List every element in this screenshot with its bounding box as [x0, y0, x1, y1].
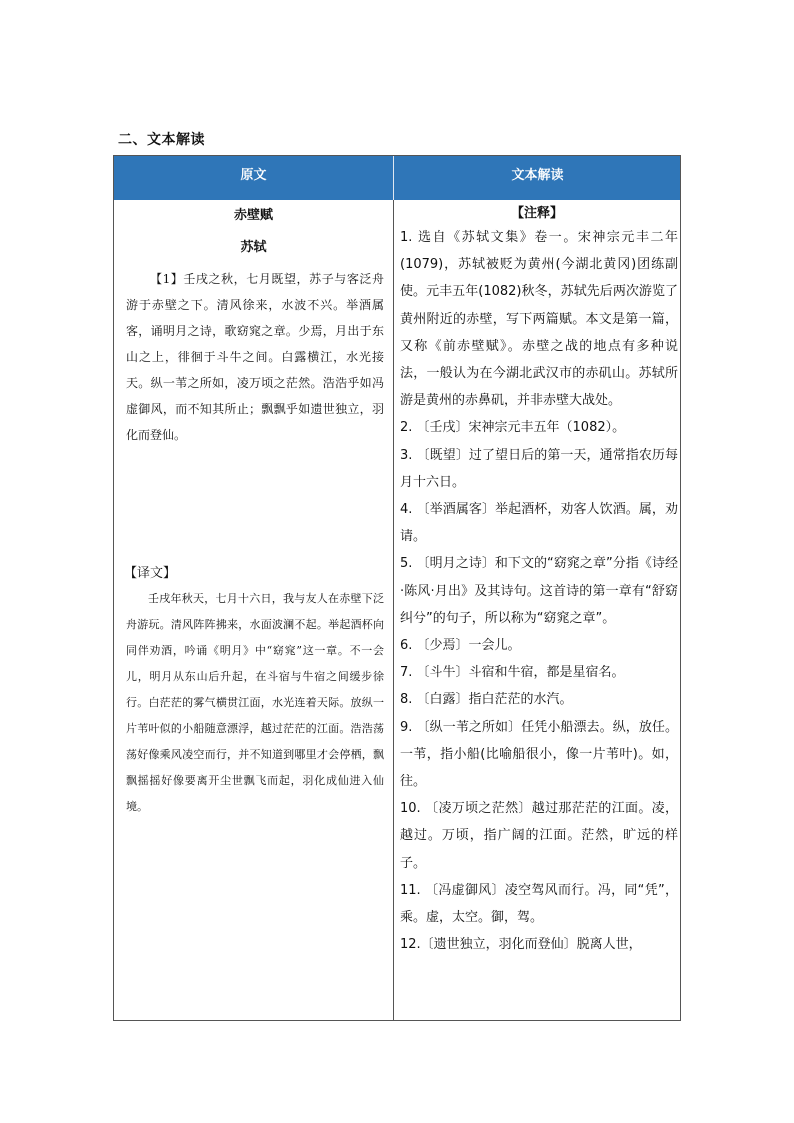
note-item: 8. 〔白露〕指白茫茫的水汽。 [400, 692, 573, 708]
column-divider [393, 200, 394, 1021]
note-item: 5. 〔明月之诗〕和下文的“窈窕之章”分指《诗经·陈风·月出》及其诗句。这首诗的第一章有“舒窈纠兮”的句子，所以称为“窈窕之章”。 [400, 556, 678, 626]
translation-label: 【译文】 [124, 566, 177, 581]
note-item: 7. 〔斗牛〕斗宿和牛宿，都是星宿名。 [400, 665, 625, 681]
header-analysis: 文本解读 [511, 168, 564, 183]
section-heading: 二、文本解读 [118, 132, 205, 148]
poem-title: 赤壁赋 [233, 208, 273, 223]
note-item: 1. 选自《苏轼文集》卷一。宋神宗元丰二年(1079)，苏轼被贬为黄州(今湖北黄冈)团练副使。元丰五年(1082)秋冬，苏轼先后两次游览了黄州附近的赤壁，写下两篇赋。本文是第一篇，又称《前赤壁赋》。赤壁之战的地点有多种说法，一般认为在今湖北武汉市的赤矶山。苏轼所游是黄州的赤鼻矶，并非赤壁大战处。 [400, 230, 678, 409]
note-item: 11. 〔冯虚御风〕凌空驾风而行。冯，同“凭”，乘。虚，太空。御，驾。 [400, 882, 678, 926]
note-item: 9. 〔纵一苇之所如〕任凭小船漂去。纵，放任。一苇，指小船(比喻船很小，像一片苇叶)。如，往。 [400, 719, 678, 790]
note-item: 3. 〔既望〕过了望日后的第一天，通常指农历每月十六日。 [400, 447, 678, 490]
note-item: 6. 〔少焉〕一会儿。 [400, 638, 521, 654]
text-analysis-table [113, 155, 681, 1021]
translation-text: 壬戌年秋天，七月十六日，我与友人在赤壁下泛舟游玩。清风阵阵拂来，水面波澜不起。举起酒杯向同伴劝酒，吟诵《明月》中“窈窕”这一章。不一会儿，明月从东山后升起，在斗宿与牛宿之间缓步徐行。白茫茫的雾气横贯江面，水光连着天际。放纵一片苇叶似的小船随意漂浮，越过茫茫的江面。浩浩荡荡好像乘风凌空而行，并不知道到哪里才会停栖，飘飘摇摇好像要离开尘世飘飞而起，羽化成仙进入仙境。 [126, 592, 384, 813]
notes-list [400, 224, 678, 958]
original-paragraph: 【1】壬戌之秋，七月既望，苏子与客泛舟游于赤壁之下。清风徐来，水波不兴。举酒属客，诵明月之诗，歌窈窕之章。少焉，月出于东山之上，徘徊于斗牛之间。白露横江，水光接天。纵一苇之所如，凌万顷之茫然。浩浩乎如冯虚御风，而不知其所止；飘飘乎如遗世独立，羽化而登仙。 [126, 272, 384, 442]
header-original: 原文 [114, 156, 394, 200]
notes-title: 【注释】 [510, 206, 563, 221]
table-header-row [114, 156, 680, 200]
note-item: 4. 〔举酒属客〕举起酒杯，劝客人饮酒。属，劝请。 [400, 502, 678, 545]
note-item: 10. 〔凌万顷之茫然〕越过那茫茫的江面。凌，越过。万顷，指广阔的江面。茫然，旷远的样子。 [400, 801, 678, 871]
poem-author: 苏轼 [240, 240, 267, 255]
note-item: 12.〔遗世独立，羽化而登仙〕脱离人世， [400, 937, 642, 953]
note-item: 2. 〔壬戌〕宋神宗元丰五年（1082）。 [400, 420, 626, 436]
